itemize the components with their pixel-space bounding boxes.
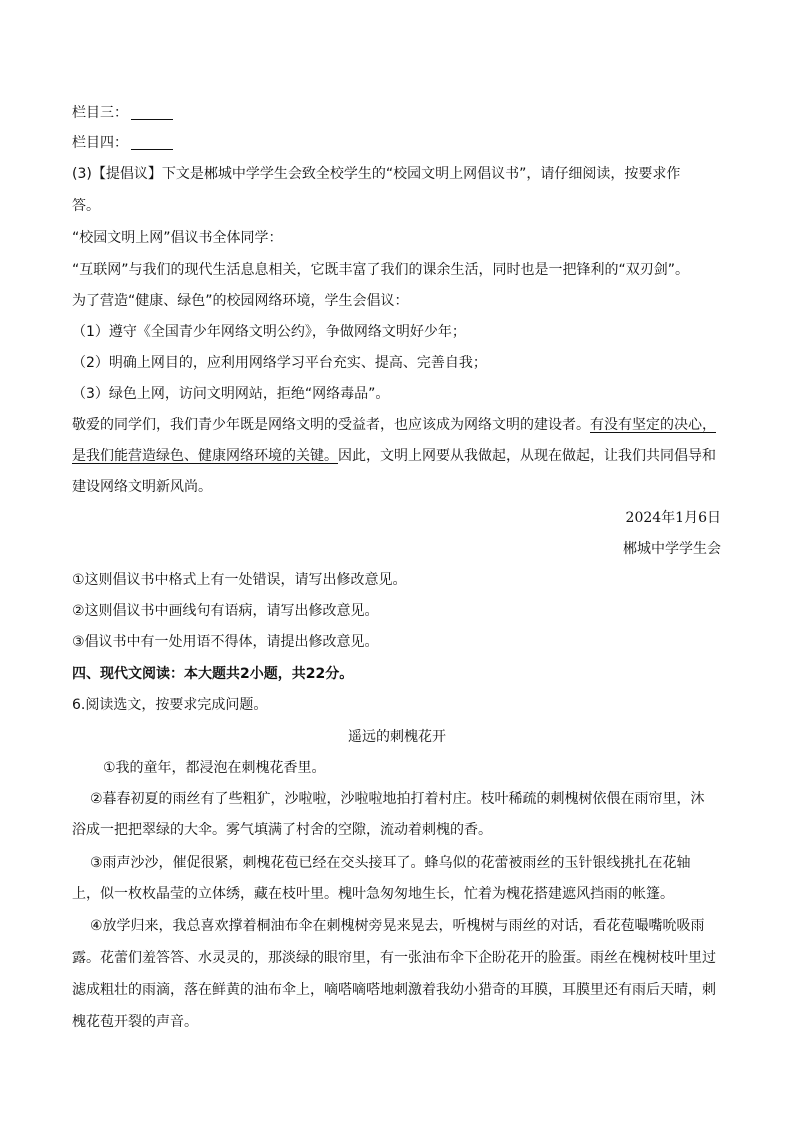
proposal-point-1: （1）遵守《全国青少年网络文明公约》，争做网络文明好少年；: [72, 324, 466, 340]
column-4-label: 栏目四：: [72, 135, 128, 151]
answer-blank: [131, 105, 173, 120]
column-4-line: [72, 133, 173, 153]
essay-paragraph-4: ④放学归来，我总喜欢撑着桐油布伞在刺槐树旁晃来晃去，听槐树与雨丝的对话，看花苞嘬嘴吮吸雨: [90, 918, 705, 934]
task-1: ①这则倡议书中格式上有一处错误，请写出修改意见。: [72, 572, 407, 588]
essay-paragraph-2-cont: 浴成一把把翠绿的大伞。雾气填满了村舍的空隙，流动着刺槐的香。: [72, 822, 492, 838]
proposal-heading: “校园文明上网”倡议书全体同学：: [72, 230, 283, 246]
essay-paragraph-2: ②暮春初夏的雨丝有了些粗犷，沙啦啦，沙啦啦地拍打着村庄。枝叶稀疏的刺槐树依偎在雨帘里，沐: [90, 791, 705, 807]
essay-paragraph-1: ①我的童年，都浸泡在刺槐花香里。: [103, 760, 326, 776]
answer-blank: [131, 135, 173, 150]
essay-paragraph-3-cont: 上，似一枚枚晶莹的立体绣，藏在枝叶里。槐叶急匆匆地生长，忙着为槐花搭建遮风挡雨的帐篷。: [72, 886, 674, 902]
question-3-prompt-cont: 答。: [72, 198, 100, 214]
proposal-point-3: （3）绿色上网，访问文明网站，拒绝“网络毒品”。: [72, 386, 390, 402]
essay-paragraph-4-cont: 槐花苞开裂的声音。: [72, 1014, 198, 1030]
proposal-paragraph: [72, 415, 716, 435]
task-2: ②这则倡议书中画线句有语病，请写出修改意见。: [72, 603, 379, 619]
underlined-sentence: 是我们能营造绿色、健康网络环境的关键。: [72, 448, 338, 464]
underlined-sentence: 有没有坚定的决心，: [590, 417, 716, 433]
proposal-date: 2024年1月6日: [625, 510, 721, 526]
question-6-prompt: 6.阅读选文，按要求完成问题。: [72, 697, 268, 713]
essay-paragraph-4-cont: 露。花蕾们羞答答、水灵灵的，那淡绿的眼帘里，有一张油布伞下企盼花开的脸蛋。雨丝在槐树枝叶里过: [72, 950, 716, 966]
proposal-paragraph: 建设网络文明新风尚。: [72, 479, 212, 495]
column-3-label: 栏目三：: [72, 105, 128, 121]
proposal-paragraph: 为了营造“健康、绿色”的校园网络环境，学生会倡议：: [72, 293, 409, 309]
proposal-signature: 郴城中学学生会: [623, 541, 721, 557]
proposal-text: 因此，文明上网要从我做起，从现在做起，让我们共同倡导和: [338, 448, 716, 464]
proposal-point-2: （2）明确上网目的，应利用网络学习平台充实、提高、完善自我；: [72, 355, 487, 371]
proposal-text: 敬爱的同学们，我们青少年既是网络文明的受益者，也应该成为网络文明的建设者。: [72, 417, 590, 433]
task-3: ③倡议书中有一处用语不得体，请提出修改意见。: [72, 634, 379, 650]
question-3-prompt: (3)【提倡议】下文是郴城中学学生会致全校学生的“校园文明上网倡议书”，请仔细阅读，按要求作: [72, 166, 681, 182]
essay-paragraph-4-cont: 滤成粗壮的雨滴，落在鲜黄的油布伞上，嘀嗒嘀嗒地刺激着我幼小猎奇的耳膜，耳膜里还有雨后天晴，刺: [72, 982, 716, 998]
proposal-paragraph: “互联网”与我们的现代生活息息相关，它既丰富了我们的课余生活，同时也是一把锋利的“双刃剑”。: [72, 262, 690, 278]
column-3-line: [72, 103, 173, 123]
section-heading: 四、现代文阅读：本大题共2小题，共22分。: [72, 666, 354, 682]
proposal-paragraph: [72, 446, 716, 466]
essay-paragraph-3: ③雨声沙沙，催促很紧，刺槐花苞已经在交头接耳了。蜂乌似的花蕾被雨丝的玉针银线挑扎在花轴: [90, 855, 691, 871]
essay-title: 遥远的刺槐花开: [348, 729, 446, 745]
